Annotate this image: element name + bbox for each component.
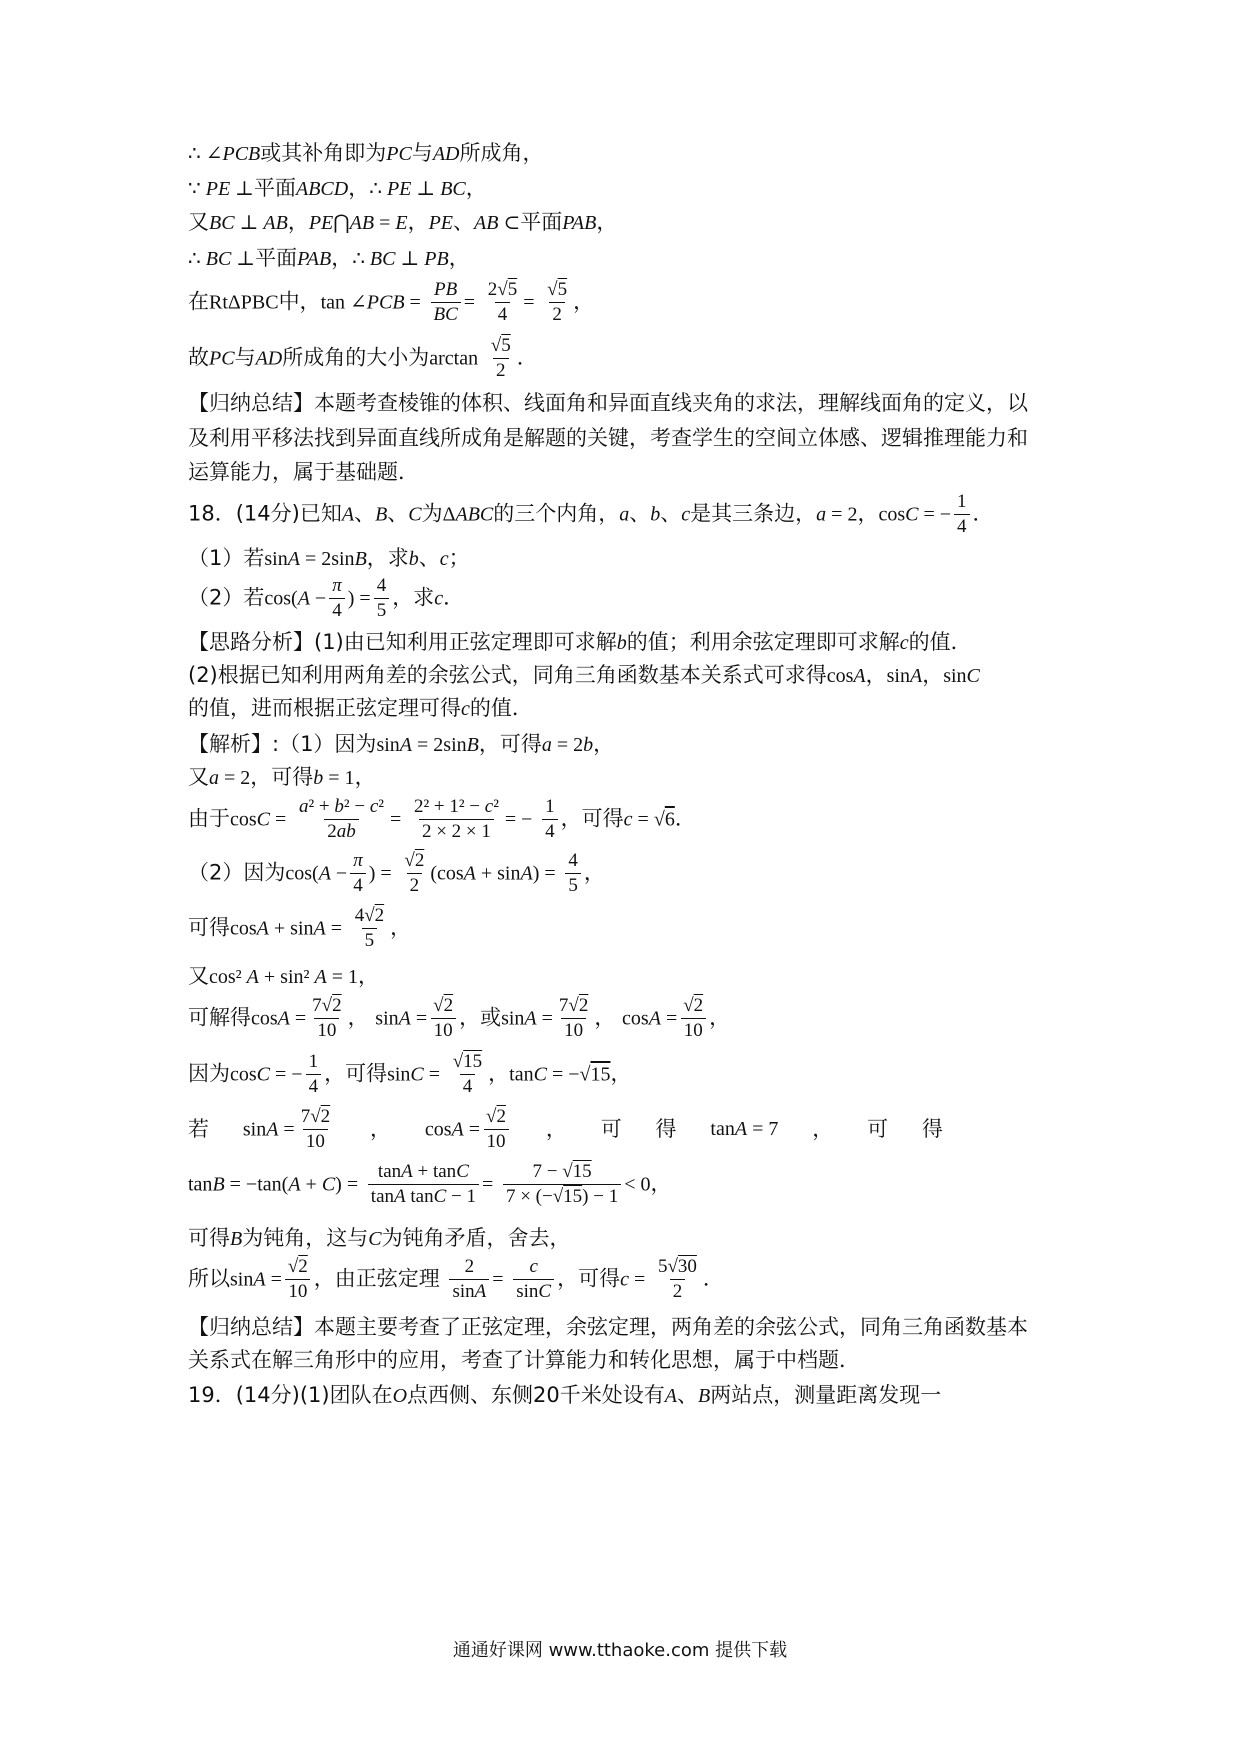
text-line: 所以sinA = $\frac{√2}{10}$ ，由正弦定理 $\frac{2}{\sin A}$ = $\frac{c}{\sin C}$ ，可得c = $\frac{5√30}{2}$ ． [188,1256,724,1302]
text-line: 【思路分析】(1)由已知利用正弦定理即可求解b的值；利用余弦定理即可求解c的值． [188,630,972,654]
summary-line-2: 及利用平移法找到异面直线所成角是解题的关键，考查学生的空间立体感、逻辑推理能力和 [188,426,1028,450]
text-line: 因为cosC = − $\frac{1}{4}$ ，可得sinC = $\frac{√15}{4}$ ，tanC = −√15， [188,1051,632,1097]
text-line: （1）若sinA = 2sinB，求b、c； [188,546,470,570]
page-footer: 通通好课网 www.tthaoke.com 提供下载 [452,1640,788,1661]
text-line: ∴ ∠PCB或其补角即为PC与AD所成角， [188,141,544,165]
text-line: （2）因为cos(A − $\frac{\pi}{4}$ ) = $\frac{√2}{2}$ (cosA + sinA) = $\frac{4}{5}$ ， [188,850,605,896]
text-line: ∵ PE ⊥平面ABCD，∴ PE ⊥ BC， [188,176,487,200]
summary-line-4: 【归纳总结】本题主要考查了正弦定理，余弦定理，两角差的余弦公式，同角三角函数基本 [188,1315,1028,1339]
text-line: 的值，进而根据正弦定理可得c的值． [188,696,533,720]
text-line: tanB = −tan(A + C) = $\frac{\tan A + \tan C}{\text{tanA tanC − 1}}$ = $\frac{7 - √15}{7 \times (-√15) - 1}$ < 0， [188,1161,672,1207]
problem-19-title: 19．(14分)(1)团队在O点西侧、东侧20千米处设有A、B两站点，测量距离发现一 [188,1383,942,1407]
problem-18-title: 18．(14分)已知A、B、C为ΔABC的三个内角，a、b、c是其三条边，a = 2，cosC = − $\frac{1}{4}$ ． [188,491,994,537]
text-line: 又a = 2，可得b = 1， [188,765,376,789]
text-line: 【解析】:（1）因为sinA = 2sinB，可得a = 2b， [188,732,615,756]
text-line: 可得B为钝角，这与C为钝角矛盾，舍去， [188,1226,571,1250]
text-line: 在RtΔPBC中，tan ∠PCB = $\frac{PB}{BC}$ = $\frac{2√5}{4}$ = $\frac{√5}{2}$ ， [188,279,595,325]
text-line: 故PC与AD所成角的大小为arctan $\frac{√5}{2}$ ． [188,335,538,381]
summary-line-3: 运算能力，属于基础题． [188,460,419,484]
text-line: ∴ BC ⊥平面PAB，∴ BC ⊥ PB， [188,246,470,270]
text-line: 若 sinA = $\frac{7√2}{10}$ ， cosA = $\frac{√2}{10}$ ， 可 得 tanA = 7 ， 可 得 [188,1106,943,1152]
summary-line-1: 【归纳总结】本题考查棱锥的体积、线面角和异面直线夹角的求法，理解线面角的定义，以 [188,391,1028,415]
text-line: 又cos² A + sin² A = 1， [188,964,379,988]
text-line: (2)根据已知利用两角差的余弦公式，同角三角函数基本关系式可求得cosA，sinA，sinC [188,663,980,687]
text-line: （2）若cos(A − $\frac{\pi}{4}$ ) = $\frac{4}{5}$ ，求c． [188,575,465,621]
text-line: 可解得cosA = $\frac{7√2}{10}$ ， sinA = $\frac{√2}{10}$ ，或sinA = $\frac{7√2}{10}$ ， cosA = $\frac{√2}{10}$ ， [188,995,731,1041]
text-line: 由于cosC = $\frac{\text{a² + b² − c²}}{2ab}$ = $\frac{\text{2² + 1² − c²}}{2 \times 2 \times 1}$ = − $\frac{1}{4}$ ，可得c = √6． [188,796,696,842]
text-line: 可得cosA + sinA = $\frac{4√2}{5}$ ， [188,905,412,951]
text-line: 又BC ⊥ AB，PE⋂AB = E，PE、AB ⊂平面PAB， [188,210,618,234]
summary-line-5: 关系式在解三角形中的应用，考查了计算能力和转化思想，属于中档题． [188,1348,860,1372]
